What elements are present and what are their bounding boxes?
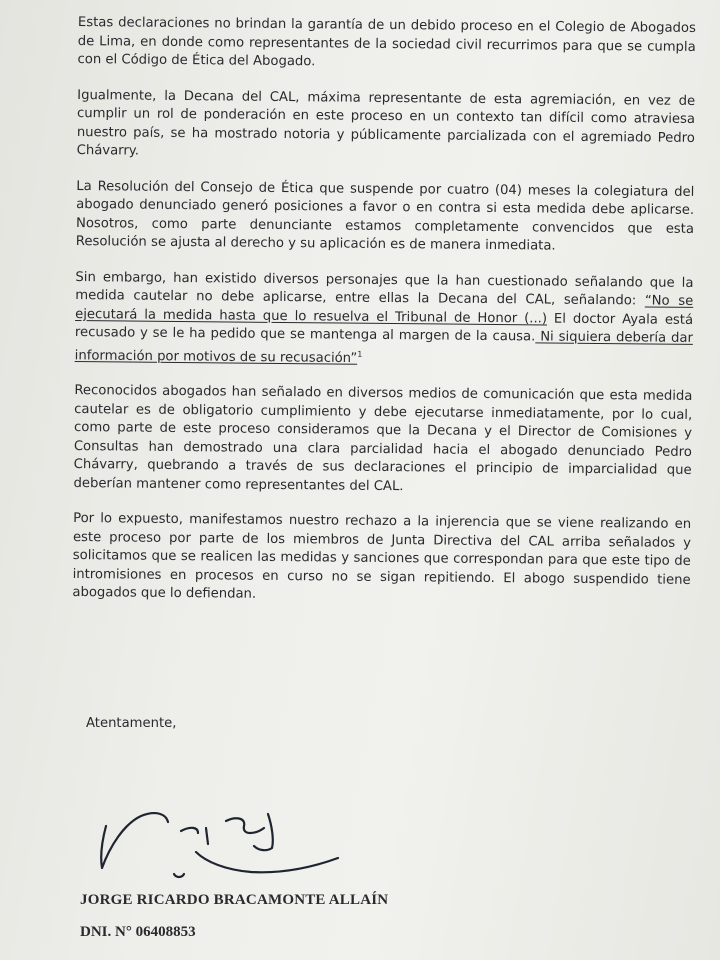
letter-body (72, 14, 696, 626)
handwritten-signature (86, 796, 356, 896)
closing-salutation: Atentamente, (86, 716, 177, 731)
paragraph-4-middle: El doctor Ayala está recusado y se le ha pedido que se mantenga al margen de la causa. (74, 311, 694, 345)
footnote-marker: 1 (357, 349, 363, 359)
paragraph-5: Reconocidos abogados han señalado en diversos medios de comunicación que esta medida cautelar es de obligatorio cumplimiento y debe ejecutarse inmediatamente, por lo cual, como parte de este proceso consideramos que la Decana y el Director de Comisiones y Consultas han demostrado una clara parcialidad hacia el abogado denunciado Pedro Chávarry, quebrando a través de sus declaraciones el principio de imparcialidad que deberían mantener como representantes del CAL. (73, 383, 693, 495)
paragraph-4 (75, 268, 694, 371)
signer-name: JORGE RICARDO BRACAMONTE ALLAÍN (80, 892, 389, 908)
paragraph-2: Igualmente, la Decana del CAL, máxima representante de esta agremiación, en vez de cumplir un rol de ponderación en este proceso en un contexto tan difícil como atraviesa nuestro país, se ha mostrado notoria y públicamente parcializada con el agremiado Pedro Chávarry. (76, 87, 696, 159)
paragraph-6: Por lo expuesto, manifestamos nuestro rechazo a la injerencia que se viene realizando en este proceso por parte de los miembros de Junta Directiva del CAL arriba señalados y solicitamos que se realicen las medidas y sanciones que correspondan para que este tipo de intromisiones en procesos en curso no se sigan repitiendo. El abogo suspendido tiene abogados que lo defiendan. (72, 511, 692, 603)
paragraph-4-intro: Sin embargo, han existido diversos personajes que la han cuestionado señalando que la medida cautelar no debe aplicarse, entre ellas la Decana del CAL, señalando: (75, 269, 694, 309)
signer-dni: DNI. N° 06408853 (80, 924, 196, 940)
paragraph-1: Estas declaraciones no brindan la garantía de un debido proceso en el Colegio de Abogados de Lima, en donde como representantes de la sociedad civil recurrimos para que se cumpla con el Código de Ética del Abogado. (77, 14, 696, 70)
quote-decana-1: “No se ejecutará la medida hasta que lo resuelva el Tribunal de Honor (...) (75, 293, 694, 327)
quote-decana-2: Ni siquiera debería dar información por motivos de su recusación” (74, 329, 693, 366)
paragraph-3: La Resolución del Consejo de Ética que suspende por cuatro (04) meses la colegiatura del abogado denunciado generó posiciones a favor o en contra si esta medida debe aplicarse. Nosotros, como parte denunciante estamos completamente convencidos que esta Resolución se ajusta al derecho y su aplicación es de manera inmediata. (75, 178, 695, 254)
